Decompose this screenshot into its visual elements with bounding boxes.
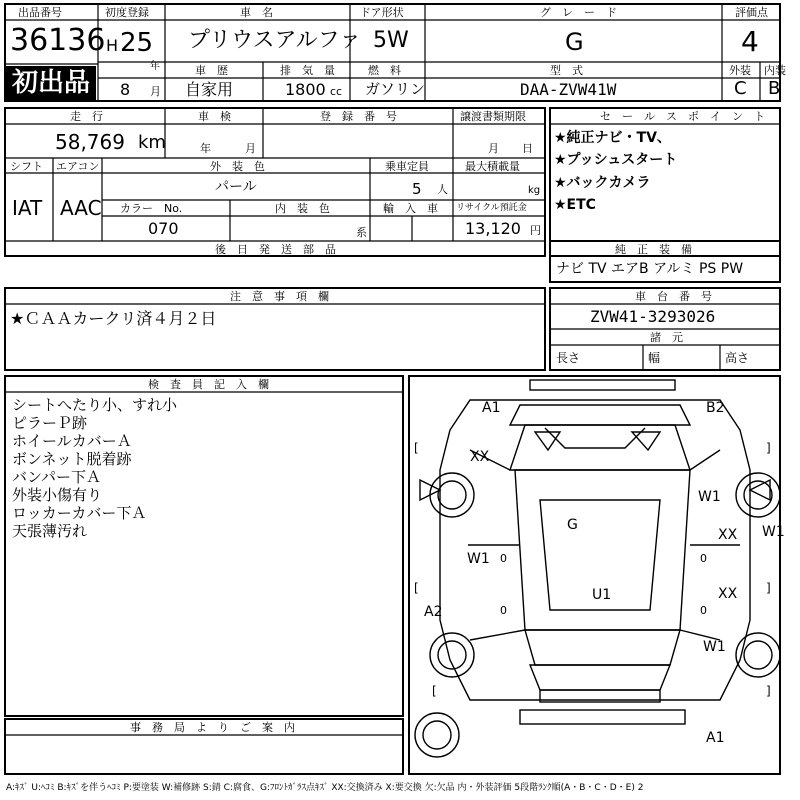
mark-w1-rear-right: W1 bbox=[703, 639, 726, 655]
inspection-month: 月 bbox=[245, 142, 256, 155]
header-first-reg: 初度登録 bbox=[105, 6, 149, 19]
header-fuel: 燃 料 bbox=[368, 64, 401, 77]
bracket-mark: [ bbox=[414, 581, 419, 595]
mark-a1-top: A1 bbox=[482, 400, 501, 416]
header-capacity: 乗車定員 bbox=[385, 160, 429, 173]
color-no-value: 070 bbox=[148, 219, 179, 238]
header-dims: 諸 元 bbox=[650, 331, 683, 344]
header-lot-no: 出品番号 bbox=[18, 6, 62, 19]
capacity-unit: 人 bbox=[437, 183, 448, 196]
interior-grade: B bbox=[768, 78, 781, 99]
header-later-parts: 後 日 発 送 部 品 bbox=[215, 243, 336, 256]
reg-year: 25 bbox=[120, 28, 154, 58]
header-max-load: 最大積載量 bbox=[465, 160, 520, 173]
header-interior: 内装 bbox=[764, 64, 786, 77]
mark-a1-bottom: A1 bbox=[706, 730, 725, 746]
bracket-mark: ] bbox=[766, 441, 771, 455]
sales-point-1: ★純正ナビ・TV、 bbox=[554, 130, 671, 146]
mileage-value: 58,769 bbox=[55, 130, 125, 154]
first-listing-badge: 初出品 bbox=[6, 66, 96, 100]
header-shift: シフト bbox=[10, 160, 43, 173]
sales-point-2: ★プッシュスタート bbox=[554, 152, 678, 168]
displacement-value: 1800 bbox=[285, 80, 326, 99]
header-inspector: 検 査 員 記 入 欄 bbox=[148, 378, 269, 391]
recycle-unit: 円 bbox=[530, 224, 541, 237]
wheels bbox=[415, 473, 780, 757]
header-reg-no: 登 録 番 号 bbox=[320, 110, 397, 123]
header-inspection: 車 検 bbox=[198, 110, 231, 123]
inspector-note: 外装小傷有り bbox=[12, 486, 103, 504]
score-value: 4 bbox=[741, 25, 759, 58]
header-factory-equip: 純 正 装 備 bbox=[615, 243, 692, 256]
month-unit: 月 bbox=[150, 85, 161, 98]
model-code: DAA-ZVW41W bbox=[520, 80, 617, 99]
capacity-value: 5 bbox=[412, 180, 422, 198]
mark-zero: 0 bbox=[500, 552, 507, 565]
inspector-note: ロッカーカバー下Ａ bbox=[12, 504, 147, 522]
mark-w1-front-right: W1 bbox=[698, 489, 721, 505]
header-transfer: 譲渡書類期限 bbox=[460, 110, 526, 123]
header-grade: グ レ ー ド bbox=[540, 6, 617, 19]
ext-color-value: パール bbox=[215, 179, 257, 195]
factory-equipment: ナビ TV エアB アルミ PS PW bbox=[556, 261, 744, 277]
int-color-suffix: 系 bbox=[356, 226, 367, 239]
sales-point-3: ★バックカメラ bbox=[554, 175, 651, 191]
header-recycle: リサイクル預託金 bbox=[456, 203, 527, 213]
header-displacement: 排 気 量 bbox=[280, 64, 335, 77]
header-chassis: 車 台 番 号 bbox=[635, 290, 712, 303]
header-score: 評価点 bbox=[735, 6, 768, 19]
reg-month: 8 bbox=[120, 80, 131, 99]
header-color-no: カラー No. bbox=[120, 202, 183, 215]
inspector-note: シートへたり小、すれ小 bbox=[12, 396, 178, 414]
header-mileage: 走 行 bbox=[70, 110, 103, 123]
mark-xx-right-door-front: XX bbox=[718, 527, 738, 543]
fuel-value: ガソリン bbox=[365, 80, 426, 98]
mark-zero: 0 bbox=[500, 604, 507, 617]
header-history: 車 歴 bbox=[195, 64, 228, 77]
mark-zero: 0 bbox=[700, 552, 707, 565]
header-aircon: エアコン bbox=[56, 160, 100, 173]
header-model: 型 式 bbox=[550, 64, 583, 77]
inspector-note: ホイールカバーＡ bbox=[12, 432, 132, 450]
era-label: H bbox=[106, 36, 119, 55]
inspector-note: ピラーＰ跡 bbox=[12, 414, 88, 432]
mark-w1-left-door: W1 bbox=[467, 551, 490, 567]
mileage-unit: km bbox=[138, 132, 166, 153]
car-name: プリウスアルファ bbox=[188, 28, 362, 53]
header-door: ドア形状 bbox=[360, 6, 404, 19]
mark-xx-front-left: XX bbox=[470, 449, 490, 465]
exterior-grade: C bbox=[734, 78, 747, 99]
header-import: 輸 入 車 bbox=[383, 202, 438, 215]
chassis-number: ZVW41-3293026 bbox=[590, 307, 716, 326]
transfer-day: 日 bbox=[522, 142, 533, 155]
notes-text: ★ＣＡＡカークリ済４月２日 bbox=[10, 309, 217, 328]
bracket-mark: ] bbox=[766, 684, 771, 698]
bracket-mark: [ bbox=[432, 684, 437, 698]
year-unit: 年 bbox=[150, 61, 160, 72]
header-int-color: 内 装 色 bbox=[275, 202, 330, 215]
header-car-name: 車 名 bbox=[240, 6, 273, 19]
inspector-note: バンパー下Ａ bbox=[12, 468, 101, 486]
transfer-month: 月 bbox=[488, 142, 499, 155]
inspection-year: 年 bbox=[200, 142, 211, 155]
mark-u1-roof: U1 bbox=[592, 587, 612, 603]
mark-w1-right-edge: W1 bbox=[762, 524, 785, 540]
recycle-fee: 13,120 bbox=[465, 219, 521, 238]
history-value: 自家用 bbox=[185, 80, 234, 99]
shift-value: IAT bbox=[12, 196, 43, 220]
sales-point-4: ★ETC bbox=[554, 197, 596, 213]
dims-height: 高さ bbox=[725, 351, 750, 365]
mark-a2-left-rear: A2 bbox=[424, 604, 443, 620]
bracket-mark: ] bbox=[766, 581, 771, 595]
dims-width: 幅 bbox=[648, 351, 661, 365]
mark-b2-top: B2 bbox=[706, 400, 725, 416]
header-exterior: 外装 bbox=[729, 64, 751, 77]
door-type: 5W bbox=[373, 28, 409, 53]
legend-text: A:ｷｽﾞ U:ﾍｺﾐ B:ｷｽﾞを伴うﾍｺﾐ P:要塗装 W:補修跡 S:錆 C:腐食、G:ﾌﾛﾝﾄｶﾞﾗｽ点ｷｽﾞ XX:交換済み X:要交換 欠:欠品 内・外装評価 5段階ﾗﾝｸ順(A・B・C・D・E) 2 bbox=[6, 783, 644, 793]
inspector-note: ボンネット脱着跡 bbox=[12, 450, 132, 468]
mark-g-windshield: G bbox=[567, 517, 578, 533]
header-notes: 注 意 事 項 欄 bbox=[230, 290, 329, 303]
header-ext-color: 外 装 色 bbox=[210, 160, 265, 173]
mark-zero: 0 bbox=[700, 604, 707, 617]
lot-number: 36136 bbox=[10, 23, 106, 58]
mark-xx-right-door-rear: XX bbox=[718, 586, 738, 602]
inspector-notes bbox=[12, 396, 177, 540]
displacement-unit: cc bbox=[330, 85, 343, 98]
header-office: 事 務 局 よ り ご 案 内 bbox=[130, 721, 295, 734]
dims-length: 長さ bbox=[556, 351, 581, 365]
inspector-note: 天張薄汚れ bbox=[12, 522, 88, 540]
load-unit: kg bbox=[528, 185, 541, 196]
bracket-mark: [ bbox=[414, 441, 419, 455]
header-sales-points: セ ー ル ス ポ イ ン ト bbox=[600, 110, 765, 123]
aircon-value: AAC bbox=[60, 196, 102, 220]
grade-value: G bbox=[565, 28, 584, 56]
